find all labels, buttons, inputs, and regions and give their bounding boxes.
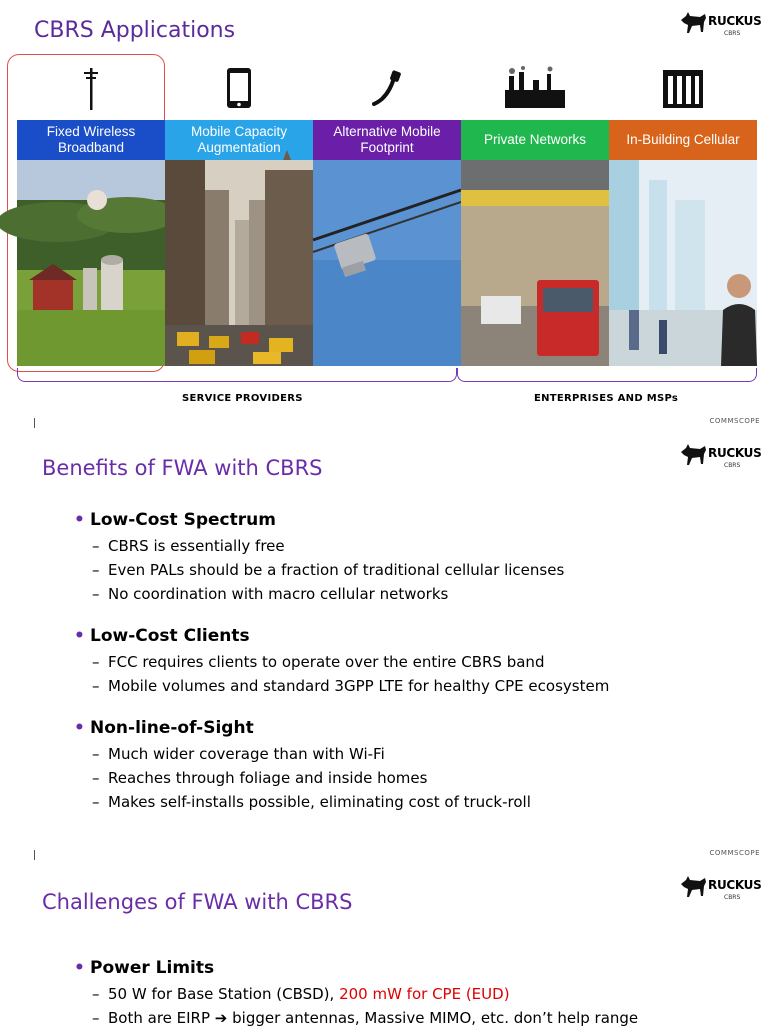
logo-subtitle: CBRS: [724, 894, 741, 901]
app-private-networks: [461, 58, 609, 366]
bullet-item: – FCC requires clients to operate over the entire CBRS band: [92, 653, 545, 671]
bullet-item: – No coordination with macro cellular networks: [92, 585, 449, 603]
logo-wordmark: RUCKUS: [708, 878, 762, 892]
enterprises-bracket: [457, 368, 757, 382]
slide-challenges: [0, 849, 768, 1027]
utility-pole-icon: [17, 62, 165, 114]
dog-icon: [678, 442, 708, 468]
app-label: Private Networks: [461, 120, 609, 160]
ruckus-logo: [676, 438, 760, 480]
bullet-heading: • Power Limits: [74, 958, 215, 978]
logo-wordmark: RUCKUS: [708, 446, 762, 460]
bullet-item: – Much wider coverage than with Wi-Fi: [92, 745, 385, 763]
app-mobile-capacity: [165, 58, 313, 366]
service-providers-bracket: [17, 368, 457, 382]
ruckus-logo: [676, 870, 760, 912]
bullet-item: – Mobile volumes and standard 3GPP LTE for healthy CPE ecosystem: [92, 677, 610, 695]
slide-divider-mark: [34, 850, 35, 860]
smartphone-icon: [165, 62, 313, 114]
commscope-logo: COMMSCOPE: [709, 849, 760, 857]
slide-title: CBRS Applications: [34, 18, 236, 43]
logo-subtitle: CBRS: [724, 30, 741, 37]
slide-benefits: [0, 417, 768, 862]
building-icon: [609, 62, 757, 114]
bullet-heading: • Low-Cost Spectrum: [74, 510, 276, 530]
bullet-group: [74, 626, 609, 698]
app-label: Fixed Wireless Broadband: [17, 120, 165, 160]
warehouse-photo: [461, 160, 609, 366]
bullet-item: – CBRS is essentially free: [92, 537, 285, 555]
bullet-heading: • Non-line-of-Sight: [74, 718, 254, 738]
bullet-item: – Makes self-installs possible, eliminating cost of truck-roll: [92, 793, 531, 811]
farm-photo: [17, 160, 165, 366]
challenges-list: [74, 958, 638, 1030]
slide-title: Challenges of FWA with CBRS: [42, 890, 353, 914]
bullet-heading: • Low-Cost Clients: [74, 626, 250, 646]
office-atrium-photo: [609, 160, 757, 366]
logo-subtitle: CBRS: [724, 462, 741, 469]
app-fixed-wireless: [17, 58, 165, 366]
factory-icon: [461, 62, 609, 114]
app-label: In-Building Cellular: [609, 120, 757, 160]
highlight-text: 200 mW for CPE (EUD): [339, 985, 510, 1003]
applications-row: [17, 58, 757, 368]
service-providers-label: SERVICE PROVIDERS: [182, 393, 303, 404]
slide-cbrs-applications: [0, 0, 768, 430]
strand-radio-photo: [313, 160, 461, 366]
slide-title: Benefits of FWA with CBRS: [42, 456, 323, 480]
app-label: Mobile Capacity Augmentation: [165, 120, 313, 160]
bullet-item: – Even PALs should be a fraction of traditional cellular licenses: [92, 561, 565, 579]
dog-icon: [678, 874, 708, 900]
commscope-logo: COMMSCOPE: [709, 417, 760, 425]
bullet-item: – 50 W for Base Station (CBSD), 200 mW for CPE (EUD): [92, 985, 510, 1003]
enterprises-label: ENTERPRISES AND MSPs: [534, 393, 679, 404]
cable-strand-icon: [313, 62, 461, 114]
logo-wordmark: RUCKUS: [708, 14, 762, 28]
slide-divider-mark: [34, 418, 35, 428]
app-alternative-mobile: [313, 58, 461, 366]
city-street-photo: [165, 160, 313, 366]
bullet-item: – Reaches through foliage and inside homes: [92, 769, 428, 787]
bullet-item: – Both are EIRP ➔ bigger antennas, Massive MIMO, etc. don’t help range: [92, 1009, 639, 1027]
bullet-group: [74, 510, 609, 606]
app-in-building: [609, 58, 757, 366]
app-label: Alternative Mobile Footprint: [313, 120, 461, 160]
dog-icon: [678, 10, 708, 36]
bullet-group: [74, 718, 609, 814]
ruckus-logo: [676, 6, 760, 48]
benefits-list: [74, 510, 609, 834]
